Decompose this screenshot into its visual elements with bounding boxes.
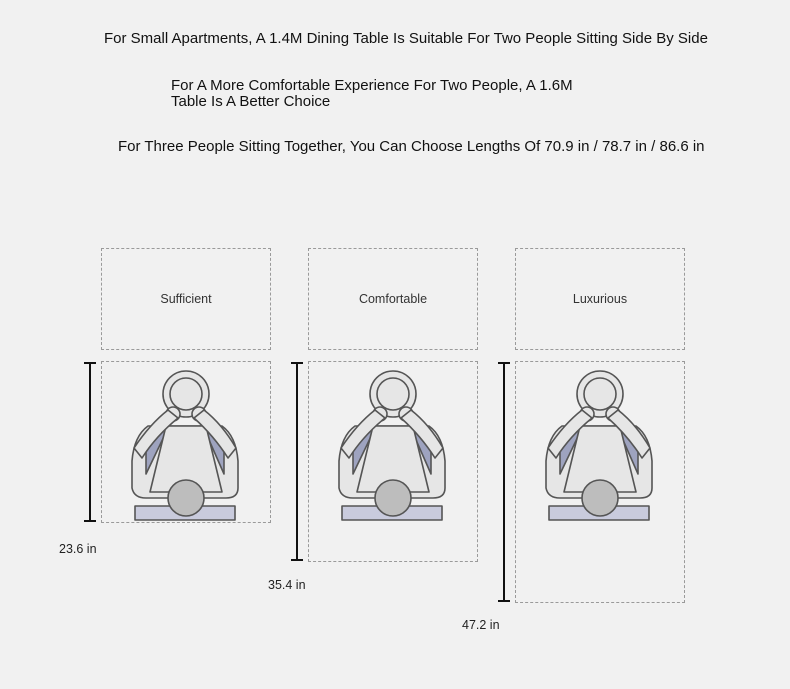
panel-label: Luxurious xyxy=(572,292,628,306)
dimension-cap-bottom xyxy=(291,559,303,561)
headline-line-4: For Three People Sitting Together, You Can Choose Lengths Of 70.9 in / 78.7 in / 86.6 in xyxy=(118,138,705,155)
seated-person-icon xyxy=(126,366,246,526)
headline-line-3: Table Is A Better Choice xyxy=(171,93,331,110)
dimension-line xyxy=(89,362,91,522)
dimension-cap-top xyxy=(291,362,303,364)
dimension-line xyxy=(503,362,505,602)
dimension-line xyxy=(296,362,298,561)
table-top-box xyxy=(308,248,478,350)
dimension-label: 35.4 in xyxy=(268,578,306,592)
dimension-cap-top xyxy=(84,362,96,364)
seated-person-icon xyxy=(333,366,453,526)
table-top-box xyxy=(101,248,271,350)
dimension-cap-top xyxy=(498,362,510,364)
dimension-cap-bottom xyxy=(498,600,510,602)
seated-person-icon xyxy=(540,366,660,526)
headline-line-1: For Small Apartments, A 1.4M Dining Table Is Suitable For Two People Sitting Side By Side xyxy=(104,30,708,47)
dimension-label: 47.2 in xyxy=(462,618,500,632)
panel-label: Comfortable xyxy=(358,292,428,306)
headline-line-2: For A More Comfortable Experience For Two People, A 1.6M xyxy=(171,77,573,94)
table-top-box xyxy=(515,248,685,350)
dimension-cap-bottom xyxy=(84,520,96,522)
panel-label: Sufficient xyxy=(160,292,212,306)
dimension-label: 23.6 in xyxy=(59,542,97,556)
